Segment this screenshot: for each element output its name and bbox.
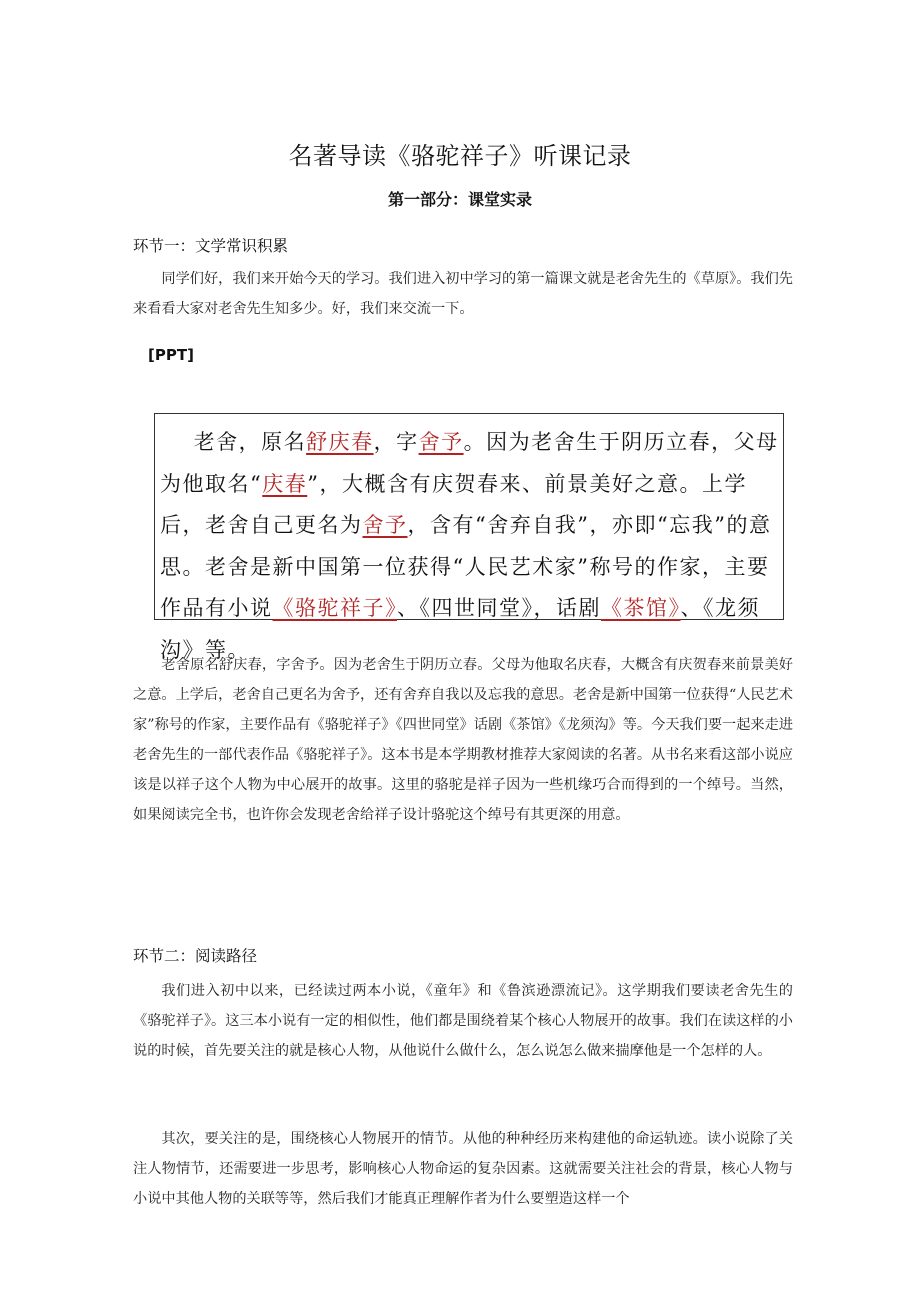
ppt-qingchun: 庆春 [262,471,308,496]
ppt-text: 、《龙须沟》等。 [160,596,760,662]
section1-heading: 环节一：文学常识积累 [133,237,289,255]
ppt-text: ”，大概含有庆贺春来、前景美好之意。上学后，老舍自己更名为 [160,471,747,537]
section2-para2: 其次，要关注的是，围绕核心人物展开的情节。从他的种种经历来构建他的命运轨迹。读小说除了关注人物情节，还需要进一步思考，影响核心人物命运的复杂因素。这就需要关注社会的背景，核心人物与小说中其他人物的关联等等，然后我们才能真正理解作者为什么要塑造这样一个 [133,1131,793,1207]
ppt-work-teahouse: 《茶馆》 [601,596,681,620]
section1-body: 老舍原名舒庆春，字舍予。因为老舍生于阴历立春。父母为他取名庆春，大概含有庆贺春来前景美好之意。上学后，老舍自己更名为舍予，还有舍弃自我以及忘我的意思。老舍是新中国第一位获得“人民艺术家”称号的作家，主要作品有《骆驼祥子》《四世同堂》话剧《茶馆》《龙须沟》等。今天我们要一起来走进老舍先生的一部代表作品《骆驼祥子》。这本书是本学期教材推荐大家阅读的名著。从书名来看这部小说应该是以祥子这个人物为中心展开的故事。这里的骆驼是祥子因为一些机缘巧合而得到的一个绰号。当然，如果阅读完全书，也许你会发现老舍给祥子设计骆驼这个绰号有其更深的用意。 [133,657,793,823]
ppt-label: [PPT] [148,346,194,364]
ppt-text: 。因为老舍生于阴历立春，父母为他取名“ [160,430,779,496]
section2-heading: 环节二：阅读路径 [133,947,258,965]
ppt-name-style: 舍予 [418,430,464,454]
ppt-slide-box [154,413,784,662]
ppt-text: ，字 [373,430,419,454]
document-title: 名著导读《骆驼祥子》听课记录 [288,142,632,170]
ppt-text: 、《四世同堂》，话剧 [397,596,601,620]
section1-intro: 同学们好，我们来开始今天的学习。我们进入初中学习的第一篇课文就是老舍先生的《草原》。我们先来看看大家对老舍先生知多少。好，我们来交流一下。 [133,271,793,317]
part-heading: 第一部分：课堂实录 [387,190,532,209]
section2-para1: 我们进入初中以来，已经读过两本小说，《童年》和《鲁滨逊漂流记》。这学期我们要读老舍先生的《骆驼祥子》。这三本小说有一定的相似性，他们都是围绕着某个核心人物展开的故事。我们在读这样的小说的时候，首先要关注的就是核心人物，从他说什么做什么，怎么说怎么做来揣摩他是一个怎样的人。 [133,983,793,1059]
ppt-text: ，含有“舍弃自我”，亦即“忘我”的意思。老舍是新中国第一位获得“人民艺术家”称号的作家，主要作品有小说 [160,513,772,620]
ppt-sheyu: 舍予 [362,513,408,537]
ppt-work-camel-xiangzi: 《骆驼祥子》 [272,596,397,620]
ppt-name-real: 舒庆春 [306,430,374,454]
ppt-text: 老舍，原名 [193,430,307,454]
